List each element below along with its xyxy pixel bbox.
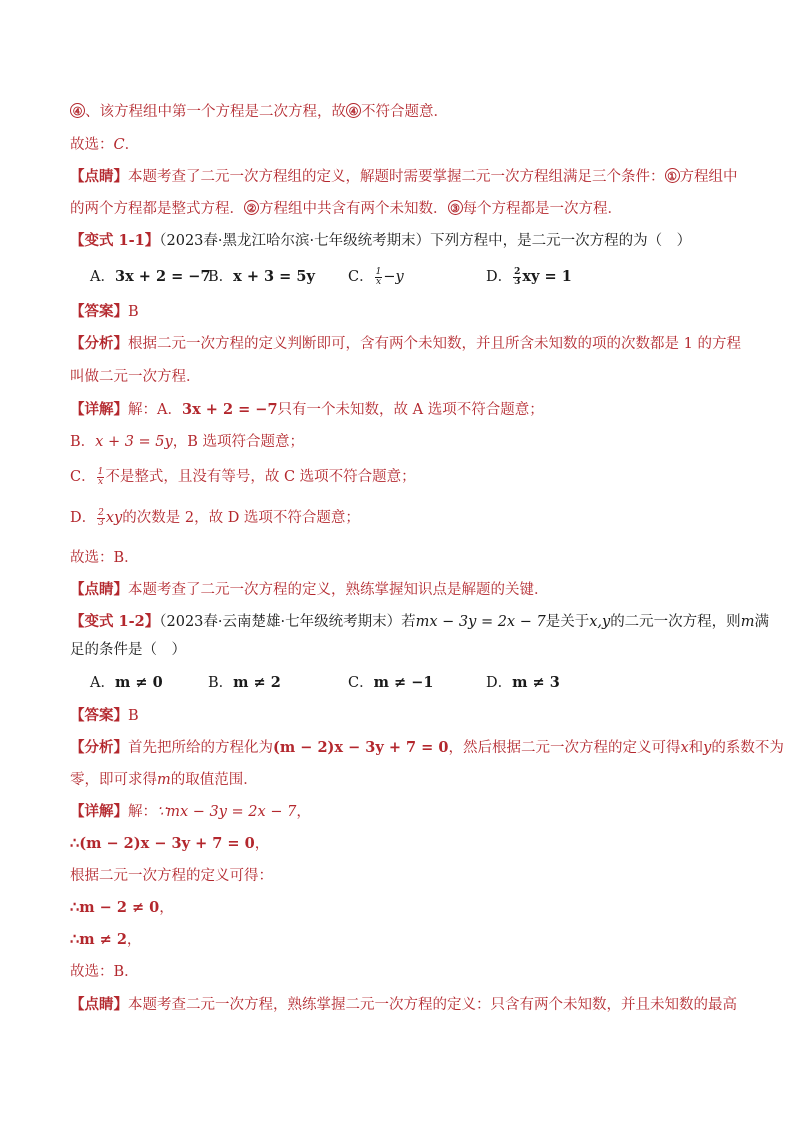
q1-analysis-1: 【分析】根据二元一次方程的定义判断即可，含有两个未知数，并且所含未知数的项的次数都是 1 的方程 (70, 335, 741, 352)
q2-analysis-2: 零，即可求得m的取值范围． (70, 772, 258, 788)
circled-number-4: ④ (70, 103, 85, 118)
q2-detail-2: ∴(m − 2)x − 3y + 7 = 0， (70, 835, 270, 852)
q1-detail-c: C． $\frac{1}{x}$ 不是整式，且没有等号，故 C 选项不符合题意； (70, 466, 416, 487)
line-choose-c: 故选：C． (70, 137, 140, 153)
question-variant-1-2: 【变式 1-2】（2023春·云南楚雄·七年级统考期末）若mx − 3y = 2x − 7是关于x,y的二元一次方程，则m满 (70, 613, 769, 630)
tag-variant-1-1: 【变式 1-1】 (70, 232, 160, 249)
tag-variant-1-2: 【变式 1-2】 (70, 613, 160, 630)
q2-detail-4: ∴m − 2 ≠ 0， (70, 899, 174, 916)
q2-answer: 【答案】B (70, 707, 139, 724)
line-comment-2: 的两个方程都是整式方程． ② 方程组中共含有两个未知数． ③ 每个方程都是一次方程． (70, 201, 622, 217)
line-comment-1: 【点睛】本题考查了二元一次方程组的定义，解题时需要掌握二元一次方程组满足三个条件： ① 方程组中 (70, 168, 738, 185)
q2-comment: 【点睛】本题考查二元一次方程，熟练掌握二元一次方程的定义：只含有两个未知数，并且未知数的最高 (70, 996, 737, 1013)
q2-option-d: D．m ≠ 3 (486, 674, 560, 691)
circled-number-4b: ④ (346, 103, 361, 118)
q2-choose: 故选：B． (70, 964, 139, 980)
q1-option-d: D． $\frac{2}{3}$ xy = 1 (486, 266, 572, 287)
q2-analysis-1: 【分析】首先把所给的方程化为(m − 2)x − 3y + 7 = 0，然后根据二元一次方程的定义可得x和y的系数不为 (70, 739, 784, 756)
q1-choose: 故选：B． (70, 550, 139, 566)
q1-detail-a: 【详解】解：A．3x + 2 = −7只有一个未知数，故 A 选项不符合题意； (70, 401, 544, 418)
q2-option-b: B．m ≠ 2 (208, 674, 281, 691)
tag-comment: 【点睛】 (70, 168, 128, 185)
q2-option-a: A．m ≠ 0 (90, 674, 163, 691)
q2-detail-1: 【详解】解：∵mx − 3y = 2x − 7， (70, 803, 311, 820)
line-option4-conclusion: ④ 、该方程组中第一个方程是二次方程，故 ④ 不符合题意． (70, 101, 730, 123)
q1-option-c: C． $\frac{1}{x}$ −y (348, 266, 404, 287)
question-variant-1-1: 【变式 1-1】（2023春·黑龙江哈尔滨·七年级统考期末）下列方程中，是二元一次方程的为（ ） (70, 232, 692, 249)
question-variant-1-2-cont: 足的条件是（ ） (70, 642, 186, 658)
q2-option-c: C．m ≠ −1 (348, 674, 434, 691)
q1-answer: 【答案】B (70, 303, 139, 320)
q1-option-b: B．x + 3 = 5y (208, 268, 315, 285)
q2-detail-5: ∴m ≠ 2， (70, 931, 142, 948)
q1-detail-d: D． $\frac{2}{3}$ xy的次数是 2，故 D 选项不符合题意； (70, 507, 360, 528)
q1-detail-b: B．x + 3 = 5y，B 选项符合题意； (70, 434, 304, 450)
q1-comment: 【点睛】本题考查了二元一次方程的定义，熟练掌握知识点是解题的关键． (70, 581, 549, 598)
q2-detail-3: 根据二元一次方程的定义可得： (70, 868, 273, 884)
q1-analysis-2: 叫做二元一次方程． (70, 369, 201, 385)
q1-option-a: A．3x + 2 = −7 (90, 268, 211, 285)
